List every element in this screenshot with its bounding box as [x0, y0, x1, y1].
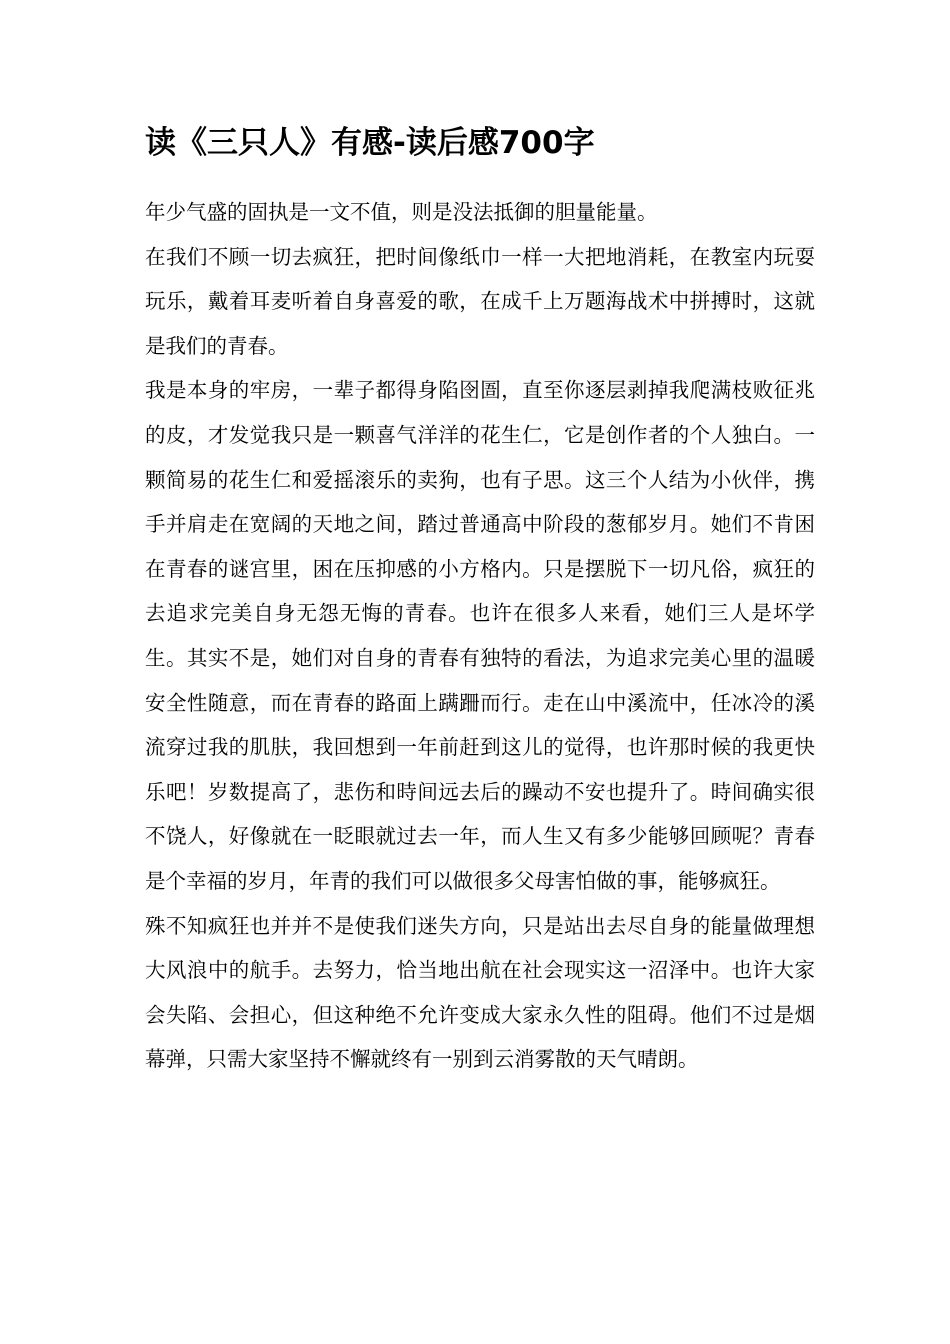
paragraph-1: 年少气盛的固执是一文不值，则是没法抵御的胆量能量。	[145, 200, 658, 224]
document-body	[145, 190, 815, 1082]
paragraph-3: 我是本身的牢房，一辈子都得身陷囹圄，直至你逐层剥掉我爬满枝败征兆的皮，才发觉我只是一颗喜气洋洋的花生仁，它是创作者的个人独白。一颗简易的花生仁和爱摇滚乐的卖狗，也有子思。这三个人结为小伙伴，携手并肩走在宽阔的天地之间，踏过普通高中阶段的葱郁岁月。她们不肯困在青春的谜宫里，困在压抑感的小方格内。只是摆脱下一切凡俗，疯狂的去追求完美自身无怨无悔的青春。也许在很多人来看，她们三人是坏学生。其实不是，她们对自身的青春有独特的看法，为追求完美心里的温暖安全性随意，而在青春的路面上蹒跚而行。走在山中溪流中，任冰冷的溪流穿过我的肌肤，我回想到一年前赶到这儿的觉得，也许那时候的我更快乐吧！岁数提高了，悲伤和時间远去后的躁动不安也提升了。時间确实很不饶人，好像就在一眨眼就过去一年，而人生又有多少能够回顾呢？青春是个幸福的岁月，年青的我们可以做很多父母害怕做的事，能够疯狂。	[145, 378, 815, 893]
paragraph-4: 殊不知疯狂也并并不是使我们迷失方向，只是站出去尽自身的能量做理想大风浪中的航手。去努力，恰当地出航在社会现实这一沼泽中。也许大家会失陷、会担心，但这种绝不允许变成大家永久性的阻碍。他们不过是烟幕弹，只需大家坚持不懈就终有一别到云消雾散的天气晴朗。	[145, 913, 815, 1072]
paragraph-2: 在我们不顾一切去疯狂，把时间像纸巾一样一大把地消耗，在教室内玩耍玩乐，戴着耳麦听着自身喜爱的歌，在成千上万题海战术中拼搏时，这就是我们的青春。	[145, 244, 815, 358]
page-title: 读《三只人》有感-读后感700字	[145, 125, 595, 161]
